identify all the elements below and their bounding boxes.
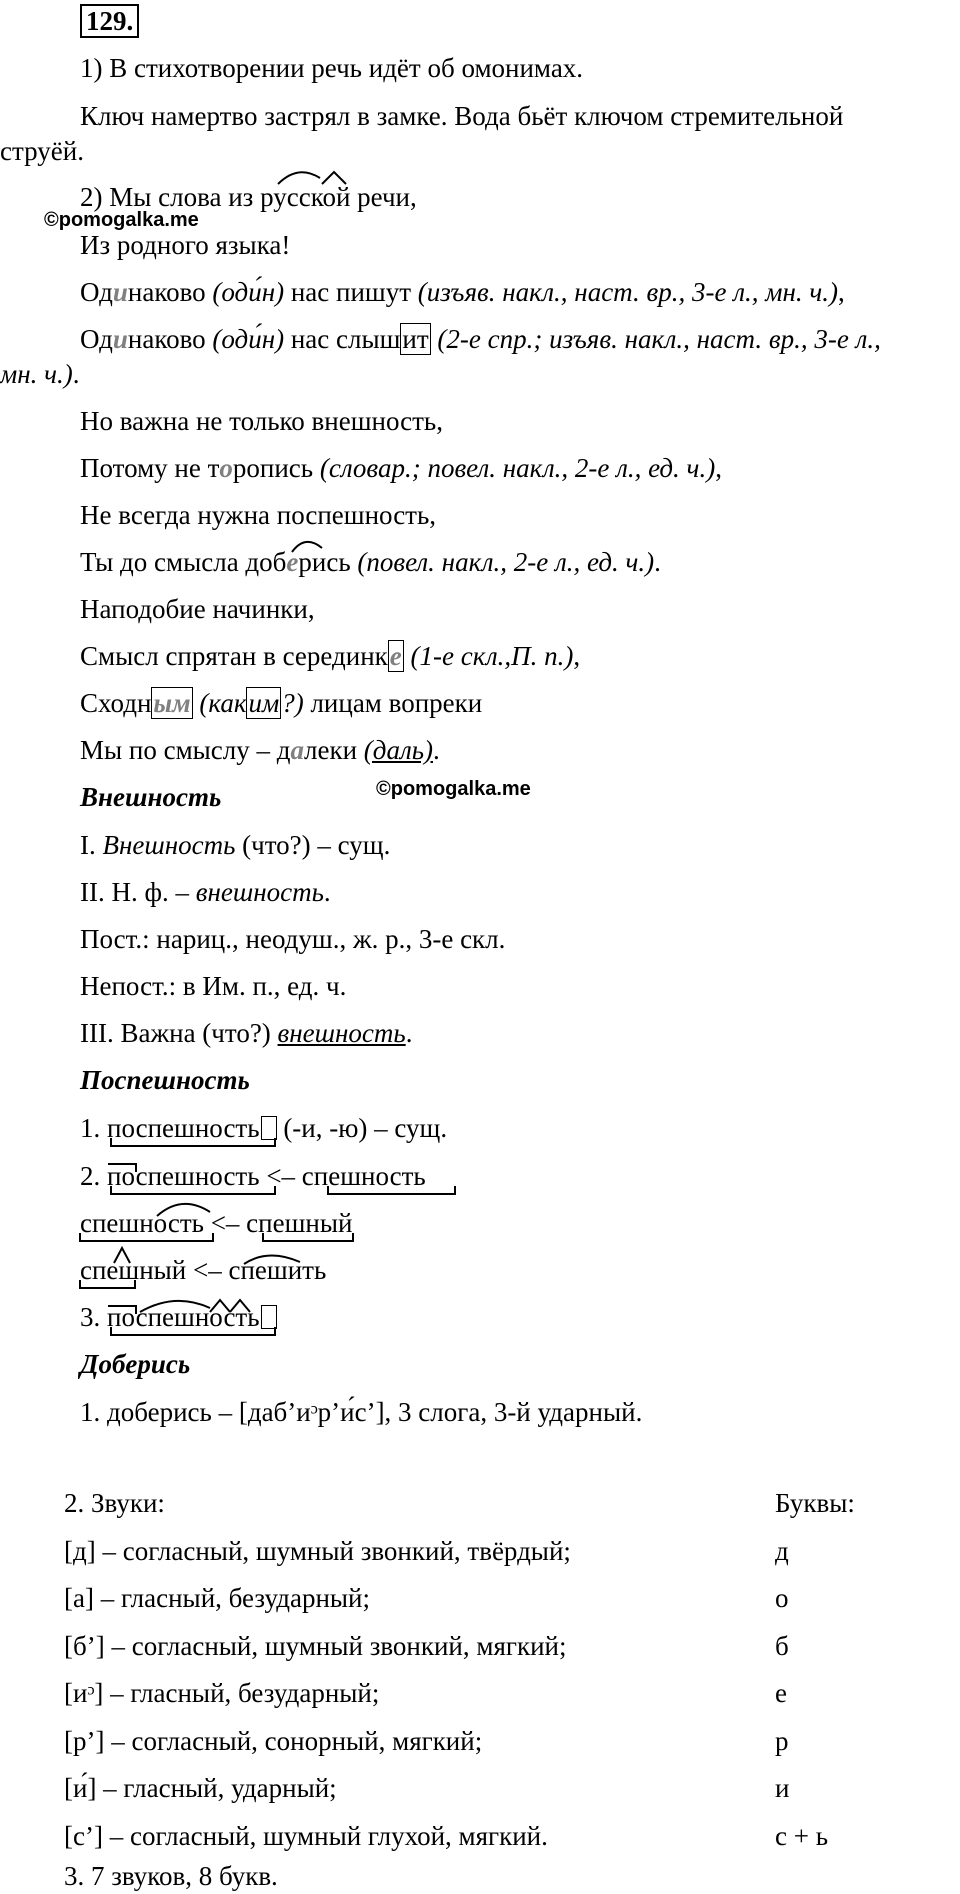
suffix-mark — [230, 1300, 250, 1312]
prefix-mark — [108, 1306, 136, 1314]
ending-box: е — [389, 641, 402, 671]
stem-bracket-mark — [263, 1233, 353, 1241]
stem-bracket-mark — [80, 1233, 213, 1241]
heading-vneshnost: Внешность — [80, 782, 222, 812]
task-number: 129. — [80, 4, 139, 38]
sound-row: [а] – гласный, безударный; — [64, 1583, 371, 1613]
poem-line-11: Сходным (каким?) лицам вопреки — [80, 688, 483, 718]
vneshnost-row-3: Пост.: нариц., неодуш., ж. р., 3-е скл. — [80, 924, 506, 954]
stem-bracket-mark — [111, 1138, 275, 1146]
pospeshnost-row-5: 3. поспешность — [80, 1301, 277, 1333]
watermark: ©pomogalka.me — [376, 778, 531, 800]
prefix-mark — [108, 1164, 136, 1172]
sound-row: [д] – согласный, шумный звонкий, твёрдый; — [64, 1536, 571, 1566]
letter-cell: и — [775, 1773, 790, 1803]
sound-row: [иᵓ] – гласный, безударный; — [64, 1678, 380, 1708]
poem-line-12: Мы по смыслу – далеки (даль). — [80, 735, 440, 765]
suffix-mark — [210, 1300, 230, 1312]
poem-line-4: Одинаково (оди́н) нас слышит (2-е спр.; изъяв. накл., наст. вр., 3-е л., — [80, 324, 881, 354]
poem-line-1: 2) Мы слова из русской речи, — [80, 182, 417, 212]
stem-bracket-mark — [328, 1186, 455, 1194]
paragraph-omonyms: 1) В стихотворении речь идёт об омонимах. — [80, 53, 584, 83]
vneshnost-row-4: Непост.: в Им. п., ед. ч. — [80, 971, 347, 1001]
doberis-summary: 3. 7 звуков, 8 букв. — [64, 1861, 278, 1891]
watermark: ©pomogalka.me — [44, 209, 199, 231]
poem-line-9: Наподобие начинки, — [80, 594, 315, 624]
suffix-mark — [322, 172, 346, 184]
root-arc-mark — [292, 542, 322, 552]
sound-row: [б’] – согласный, шумный звонкий, мягкий; — [64, 1631, 567, 1661]
poem-line-6: Потому не торопись (словар.; повел. накл., 2-е л., ед. ч.), — [80, 453, 722, 483]
stem-bracket-mark — [111, 1327, 275, 1335]
root-arc-mark — [278, 172, 320, 184]
poem-line-4-cont: мн. ч.). — [0, 359, 80, 389]
poem-line-10: Смысл спрятан в серединке (1-е скл.,П. п.), — [80, 641, 581, 671]
sound-row: [р’] – согласный, сонорный, мягкий; — [64, 1726, 483, 1756]
letter-cell: о — [775, 1583, 789, 1613]
heading-pospeshnost: Поспешность — [80, 1065, 250, 1095]
letter-cell: е — [775, 1678, 787, 1708]
stem-bracket-mark — [80, 1280, 135, 1288]
vneshnost-row-2: II. Н. ф. – внешность. — [80, 877, 331, 907]
ending-box: им — [248, 688, 280, 718]
letter-cell: р — [775, 1726, 789, 1756]
letter-cell: с + ь — [775, 1821, 829, 1851]
letters-header: Буквы: — [775, 1488, 855, 1518]
poem-line-8: Ты до смысла доберись (повел. накл., 2-е л., ед. ч.). — [80, 547, 661, 577]
suffix-mark — [114, 1248, 130, 1263]
letter-cell: д — [775, 1536, 789, 1566]
ending-box: ит — [402, 324, 429, 354]
poem-line-5: Но важна не только внешность, — [80, 406, 443, 436]
sound-row: [с’] – согласный, шумный глухой, мягкий. — [64, 1821, 548, 1851]
vneshnost-row-5: III. Важна (что?) внешность. — [80, 1018, 413, 1048]
poem-line-7: Не всегда нужна поспешность, — [80, 500, 437, 530]
root-arc-mark — [244, 1255, 300, 1264]
pospeshnost-row-3: спешность <– спешный — [80, 1208, 353, 1238]
ending-box: ым — [153, 688, 191, 718]
poem-line-3: Одинаково (оди́н) нас пишут (изъяв. накл., наст. вр., 3-е л., мн. ч.), — [80, 277, 845, 307]
vneshnost-row-1: I. Внешность (что?) – сущ. — [80, 830, 391, 860]
pospeshnost-row-1: 1. поспешность (-и, -ю) – сущ. — [80, 1113, 448, 1143]
heading-doberis: Доберись — [80, 1349, 191, 1379]
sounds-header: 2. Звуки: — [64, 1488, 165, 1518]
pospeshnost-row-2: 2. поспешность <– спешность — [80, 1161, 426, 1191]
suffix-mark — [157, 1204, 210, 1216]
pospeshnost-row-4: спешный <– спешить — [80, 1255, 327, 1285]
doberis-transcription: 1. доберись – [даб’иᵓр’и́с’], 3 слога, 3-й ударный. — [80, 1397, 643, 1427]
root-arc-mark — [140, 1301, 210, 1312]
paragraph-key-line1: Ключ намертво застрял в замке. Вода бьёт ключом стремительной — [80, 101, 844, 131]
sound-row: [и́] – гласный, ударный; — [64, 1773, 337, 1803]
stem-bracket-mark — [111, 1186, 275, 1194]
paragraph-key-line2: струёй. — [0, 136, 84, 166]
letter-cell: б — [775, 1631, 789, 1661]
poem-line-2: Из родного языка! — [80, 230, 291, 260]
